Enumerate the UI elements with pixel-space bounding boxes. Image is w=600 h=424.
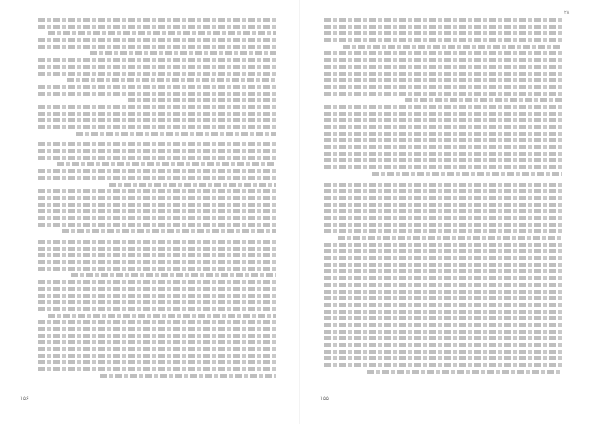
text-line [38, 294, 276, 298]
text-line [324, 78, 562, 82]
text-line [343, 45, 562, 49]
text-line [324, 223, 562, 227]
text-line [38, 189, 276, 193]
text-line [338, 236, 562, 240]
text-line [372, 172, 562, 176]
text-line [324, 51, 562, 55]
text-line [367, 370, 562, 374]
text-line [38, 347, 276, 351]
text-line [38, 65, 276, 69]
text-line [324, 263, 562, 267]
text-line [38, 240, 276, 244]
text-line [324, 158, 562, 162]
text-line [38, 92, 276, 96]
text-line [38, 267, 276, 271]
text-line [324, 363, 562, 367]
text-line [38, 105, 276, 109]
text-line [128, 98, 276, 102]
text-line [38, 149, 276, 153]
text-line [90, 51, 276, 55]
right-page [300, 0, 600, 424]
text-line [324, 203, 562, 207]
text-line [324, 25, 562, 29]
right-page-number: ۱۵۵ [320, 396, 329, 402]
text-line [38, 18, 276, 22]
text-line [38, 85, 276, 89]
text-line [71, 273, 276, 277]
right-page-text-column [324, 18, 562, 390]
text-line [324, 145, 562, 149]
text-line [38, 45, 276, 49]
text-line [324, 38, 562, 42]
text-line [38, 307, 276, 311]
text-line [324, 65, 562, 69]
text-line [324, 18, 562, 22]
text-line [38, 25, 276, 29]
text-line [38, 253, 276, 257]
text-line [324, 283, 562, 287]
text-line [324, 323, 562, 327]
text-line [324, 125, 562, 129]
text-line [324, 256, 562, 260]
text-line [38, 156, 276, 160]
text-line [324, 152, 562, 156]
text-line [62, 229, 276, 233]
text-line [324, 216, 562, 220]
text-line [38, 72, 276, 76]
text-line [324, 209, 562, 213]
text-line [324, 316, 562, 320]
text-line [324, 92, 562, 96]
text-line [38, 280, 276, 284]
text-line [38, 112, 276, 116]
text-line [67, 78, 276, 82]
text-line [324, 189, 562, 193]
text-line [38, 247, 276, 251]
text-line [324, 196, 562, 200]
text-line [324, 138, 562, 142]
text-line [324, 132, 562, 136]
text-line [38, 360, 276, 364]
text-line [38, 260, 276, 264]
text-line [48, 31, 276, 35]
text-line [38, 334, 276, 338]
text-line [324, 112, 562, 116]
text-line [324, 343, 562, 347]
text-line [324, 243, 562, 247]
text-line [324, 290, 562, 294]
text-line [38, 176, 276, 180]
text-line [324, 31, 562, 35]
text-line [38, 367, 276, 371]
text-line [38, 118, 276, 122]
text-line [324, 336, 562, 340]
left-page-text-column [38, 18, 276, 390]
text-line [76, 132, 276, 136]
text-line [38, 169, 276, 173]
text-line [324, 356, 562, 360]
text-line [38, 300, 276, 304]
text-line [324, 350, 562, 354]
text-line [38, 287, 276, 291]
text-line [324, 58, 562, 62]
text-line [38, 125, 276, 129]
text-line [38, 38, 276, 42]
text-line [38, 320, 276, 324]
text-line [324, 118, 562, 122]
text-line [38, 223, 276, 227]
text-line [109, 183, 276, 187]
text-line [324, 85, 562, 89]
text-line [38, 209, 276, 213]
text-line [324, 296, 562, 300]
text-line [324, 276, 562, 280]
text-line [324, 249, 562, 253]
text-line [38, 340, 276, 344]
text-line [48, 314, 276, 318]
text-line [324, 105, 562, 109]
text-line [324, 310, 562, 314]
text-line [38, 203, 276, 207]
text-line [38, 196, 276, 200]
text-line [38, 216, 276, 220]
text-line [324, 183, 562, 187]
text-line [324, 330, 562, 334]
text-line [324, 229, 562, 233]
text-line [57, 162, 276, 166]
right-page-section-mark: ۲۸ [564, 10, 570, 16]
left-page-number: ۱۵۶ [20, 396, 29, 402]
text-line [38, 58, 276, 62]
text-line [38, 327, 276, 331]
text-line [324, 165, 562, 169]
text-line [324, 72, 562, 76]
text-line [100, 374, 276, 378]
text-line [324, 269, 562, 273]
text-line [38, 354, 276, 358]
text-line [38, 142, 276, 146]
text-line [324, 303, 562, 307]
text-line [405, 98, 562, 102]
